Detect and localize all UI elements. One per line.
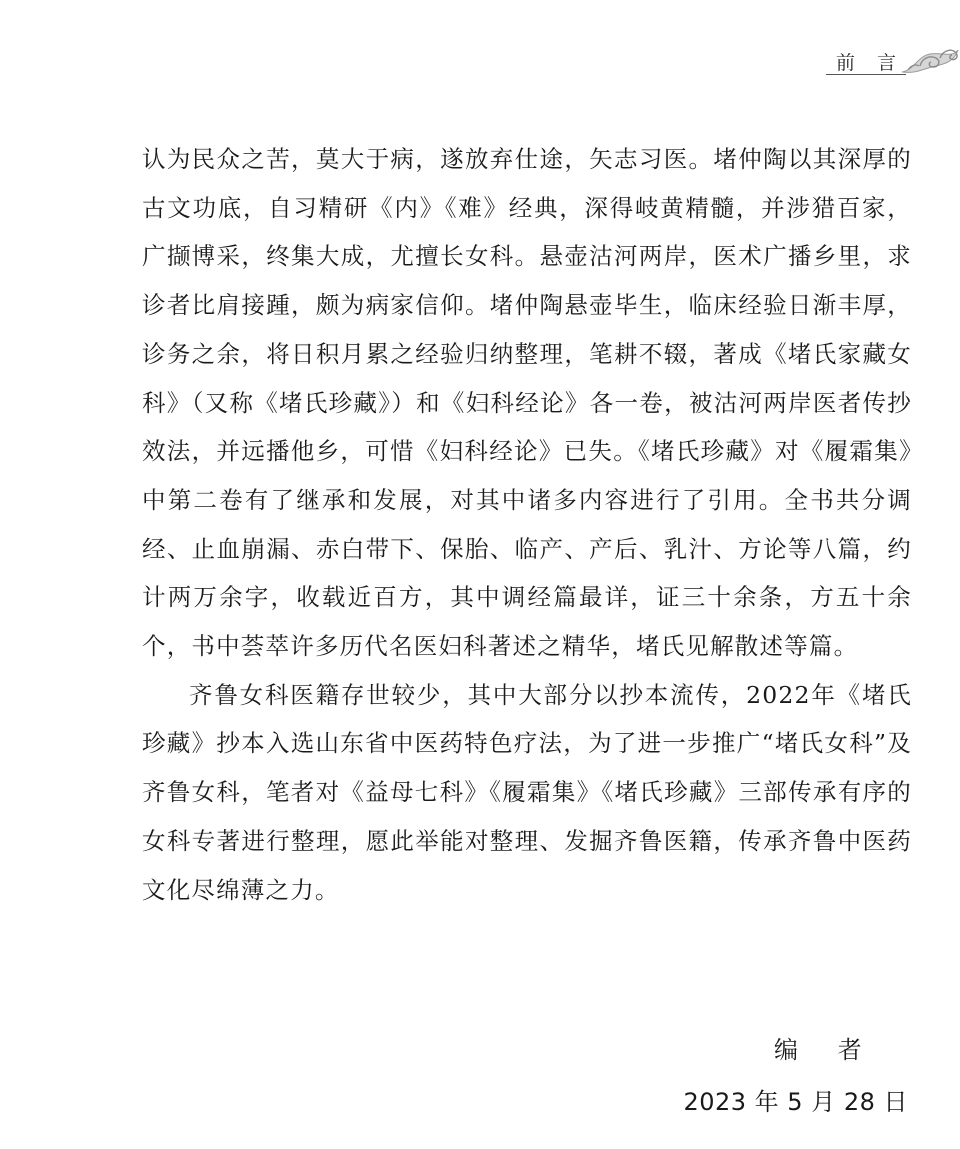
cloud-scroll-ornament-icon bbox=[900, 38, 960, 78]
header-rule bbox=[826, 74, 906, 75]
paragraph: 认为民众之苦，莫大于病，遂放弃仕途，矢志习医。堵仲陶以其深厚的古文功底，自习精研《内》《难》经典，深得岐黄精髓，并涉猎百家，广撷博采，终集大成，尤擅长女科。悬壶沽河两岸，医术广播乡里，求诊者比肩接踵，颇为病家信仰。堵仲陶悬壶毕生，临床经验日渐丰厚，诊务之余，将日积月累之经验归纳整理，笔耕不辍，著成《堵氏家藏女科》（又称《堵氏珍藏》）和《妇科经论》各一卷，被沽河两岸医者传抄效法，并远播他乡，可惜《妇科经论》已失。《堵氏珍藏》对《履霜集》中第二卷有了继承和发展，对其中诸多内容进行了引用。全书共分调经、止血崩漏、赤白带下、保胎、临产、产后、乳汁、方论等八篇，约计两万余字，收载近百方，其中调经篇最详，证三十余条，方五十余个，书中荟萃许多历代名医妇科著述之精华，堵氏见解散述等篇。 bbox=[142, 145, 912, 661]
paragraph: 齐鲁女科医籍存世较少，其中大部分以抄本流传，2022年《堵氏珍藏》抄本入选山东省中医药特色疗法，为了进一步推广“堵氏女科”及齐鲁女科，笔者对《益母七科》《履霜集》《堵氏珍藏》三部传承有序的女科专著进行整理，愿此举能对整理、发掘齐鲁医籍，传承齐鲁中医药文化尽绵薄之力。 bbox=[142, 680, 912, 904]
page-header bbox=[822, 38, 960, 80]
preface-body bbox=[142, 135, 912, 914]
section-title: 前 言 bbox=[836, 52, 905, 74]
signature-date: 2023 年 5 月 28 日 bbox=[683, 1088, 908, 1116]
author-signature: 编 者 bbox=[774, 1036, 878, 1064]
